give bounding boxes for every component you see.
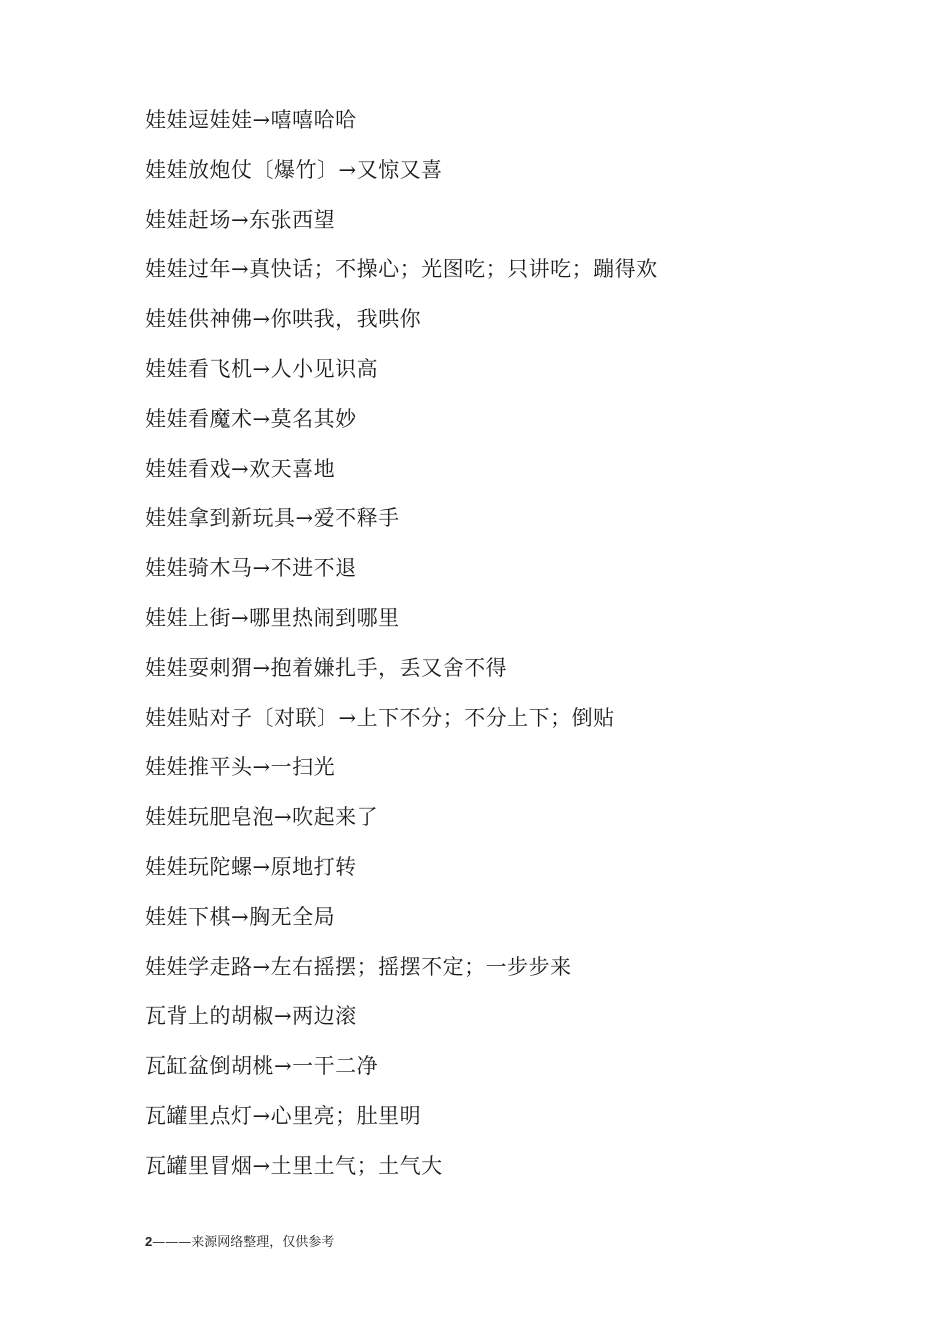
list-item: 娃娃过年→真快话；不操心；光图吃；只讲吃；蹦得欢 xyxy=(145,257,658,282)
list-item: 娃娃耍刺猬→抱着嫌扎手，丢又舍不得 xyxy=(145,655,508,680)
list-item: 娃娃推平头→一扫光 xyxy=(145,755,336,780)
list-item: 娃娃玩肥皂泡→吹起来了 xyxy=(145,805,379,830)
footer-source-note: ———来源网络整理，仅供参考 xyxy=(152,1235,335,1250)
list-item: 娃娃放炮仗〔爆竹〕→又惊又喜 xyxy=(145,157,443,182)
list-item: 娃娃逗娃娃→嘻嘻哈哈 xyxy=(145,108,357,132)
list-item: 娃娃贴对子〔对联〕→上下不分；不分上下；倒贴 xyxy=(145,705,615,730)
list-item: 娃娃供神佛→你哄我，我哄你 xyxy=(145,307,422,332)
list-item: 瓦缸盆倒胡桃→一干二净 xyxy=(145,1054,379,1079)
list-item: 娃娃看戏→欢天喜地 xyxy=(145,456,336,481)
list-item: 娃娃看飞机→人小见识高 xyxy=(145,356,379,381)
list-item: 娃娃赶场→东张西望 xyxy=(145,207,336,232)
page-number: 2 xyxy=(145,1234,153,1249)
list-item: 瓦罐里冒烟→土里土气；土气大 xyxy=(145,1153,443,1178)
list-item: 娃娃拿到新玩具→爱不释手 xyxy=(145,506,400,531)
list-item: 娃娃下棋→胸无全局 xyxy=(145,904,336,929)
list-item: 娃娃骑木马→不进不退 xyxy=(145,556,357,581)
list-item: 娃娃上街→哪里热闹到哪里 xyxy=(145,605,400,630)
list-item: 娃娃学走路→左右摇摆；摇摆不定；一步步来 xyxy=(145,954,572,979)
list-item: 瓦背上的胡椒→两边滚 xyxy=(145,1004,357,1029)
idiom-list xyxy=(145,103,845,1199)
page-footer xyxy=(145,1233,334,1252)
list-item: 娃娃玩陀螺→原地打转 xyxy=(145,854,357,879)
list-item: 娃娃看魔术→莫名其妙 xyxy=(145,406,357,431)
list-item: 瓦罐里点灯→心里亮；肚里明 xyxy=(145,1103,422,1128)
